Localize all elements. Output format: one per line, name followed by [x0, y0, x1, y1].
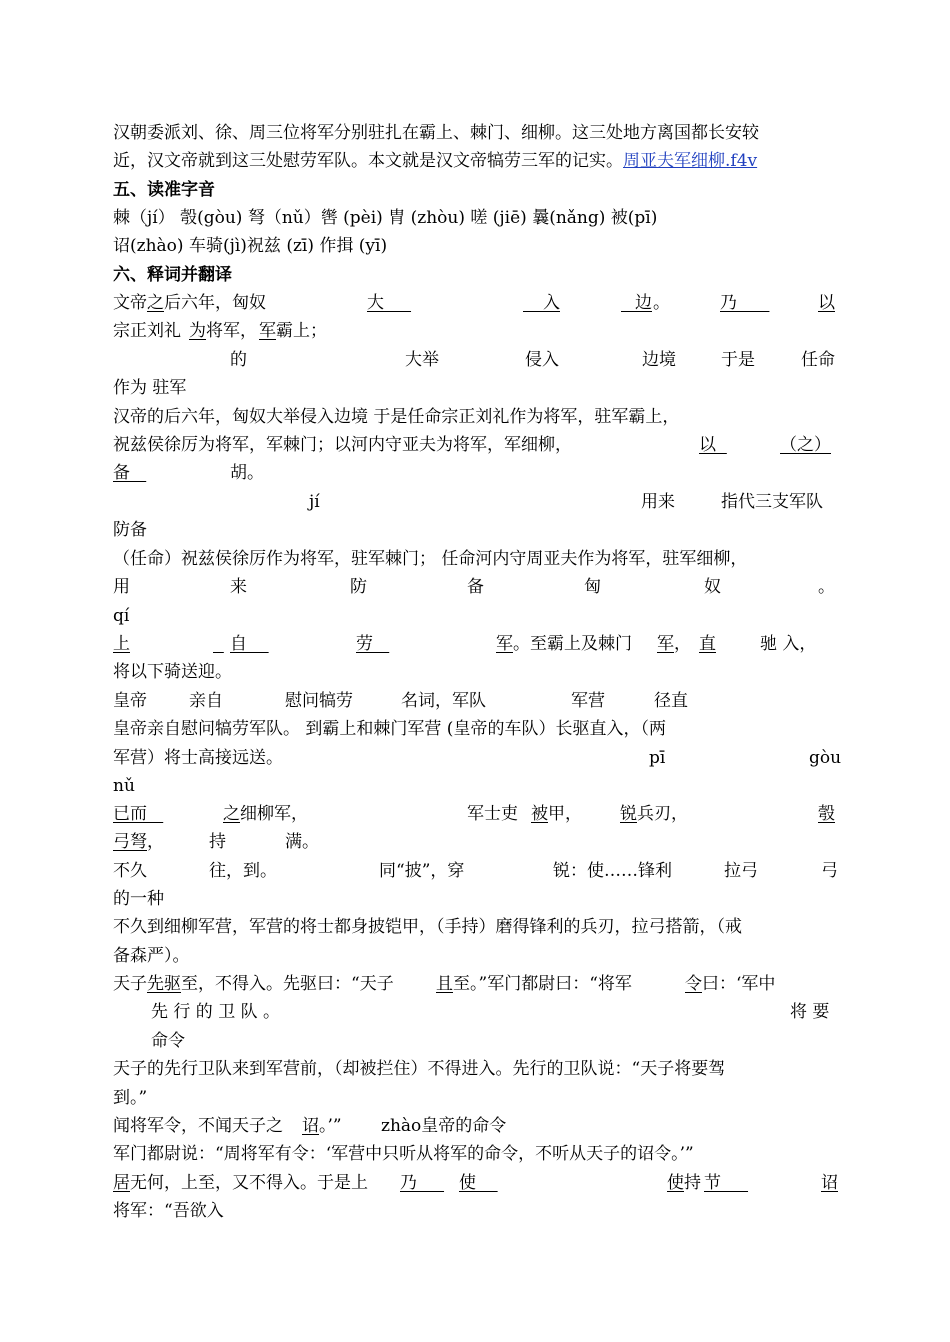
- phrase: 细柳军，: [240, 804, 308, 824]
- gloss: 任命: [801, 350, 835, 370]
- phrase: 祝兹侯徐厉为将军，军棘门；以河内守亚夫为将军，军细柳，: [113, 435, 572, 455]
- gloss: 不久: [113, 861, 147, 881]
- intro-line-1: 汉朝委派刘、徐、周三位将军分别驻扎在霸上、棘门、细柳。这三处地方离国都长安较: [113, 123, 759, 143]
- phrase: 。’”: [319, 1116, 342, 1136]
- phrase: 无何，上至，又不得入。于是上: [130, 1173, 368, 1193]
- phrase: 满。: [285, 832, 319, 852]
- gloss: 锐：使……锋利: [553, 861, 672, 881]
- phrase: 后六年，匈奴: [164, 293, 266, 313]
- keyword: 弓弩: [113, 832, 147, 852]
- keyword: 大: [367, 293, 384, 313]
- keyword: 以: [818, 293, 835, 313]
- phrase: 曰：‘军中: [702, 974, 776, 994]
- translation-6: 军门都尉说：“周将军有令：‘军营中只听从将军的命令，不听从天子的诏令。’”: [113, 1144, 694, 1164]
- phrase: 闻将军令，不闻天子之: [113, 1116, 283, 1136]
- gloss: 侵入: [525, 350, 559, 370]
- pronunciation-line-1: 棘（jí） 彀(gòu) 弩（nǔ）辔 (pèi) 胄 (zhòu) 嗟 (jiē) 曩(nǎng) 被(pī): [113, 208, 658, 228]
- phrase: 来: [230, 577, 247, 597]
- translation-2: （任命）祝兹侯徐厉作为将军，驻军棘门； 任命河内守周亚夫作为将军，驻军细柳，: [113, 549, 748, 569]
- pronunciation-line-2: 诏(zhào) 车骑(jì)祝兹 (zī) 作揖 (yī): [113, 236, 388, 256]
- keyword: 自: [230, 634, 247, 654]
- pinyin-pi: pī: [649, 748, 666, 768]
- keyword: （之）: [780, 435, 831, 455]
- pinyin-qi: qí: [113, 606, 130, 626]
- phrase: ，: [147, 832, 164, 852]
- phrase: 匈: [584, 577, 601, 597]
- keyword: 直: [699, 634, 716, 654]
- section-6-heading: 六、释词并翻译: [113, 265, 232, 285]
- keyword: 先驱: [147, 974, 181, 994]
- phrase: 天子: [113, 974, 147, 994]
- phrase: 。至霸上及棘门: [513, 634, 632, 654]
- keyword: 以: [699, 435, 716, 455]
- gloss: 径直: [654, 691, 688, 711]
- phrase: ，: [674, 634, 691, 654]
- keyword: 诏: [302, 1116, 319, 1136]
- keyword: 使: [459, 1173, 476, 1193]
- gloss: 军营: [571, 691, 605, 711]
- intro-line-2-text: 近，汉文帝就到这三处慰劳军队。本文就是汉文帝犒劳三军的记实。: [113, 151, 623, 171]
- gloss: 皇帝: [113, 691, 147, 711]
- gloss: 弓: [821, 861, 838, 881]
- gloss: 慰问犒劳: [285, 691, 353, 711]
- gloss: 同“披”，穿: [379, 861, 465, 881]
- keyword: 之: [223, 804, 240, 824]
- phrase: 持: [684, 1173, 701, 1193]
- keyword: 居: [113, 1173, 130, 1193]
- translation-5-cont: 到。”: [113, 1088, 148, 1108]
- phrase: 甲，: [548, 804, 582, 824]
- phrase: 军营）将士高接远送。: [113, 748, 283, 768]
- keyword: 军: [259, 321, 276, 341]
- gloss: 拉弓: [724, 861, 758, 881]
- gloss: 用来: [641, 492, 675, 512]
- classical-sentence-3-cont: 将以下骑送迎。: [113, 662, 232, 682]
- intro-line-2: [113, 149, 843, 173]
- translation-5: 天子的先行卫队来到军营前，（却被拦住）不得进入。先行的卫队说：“天子将要驾: [113, 1059, 726, 1079]
- keyword: 备: [113, 463, 130, 483]
- keyword: 乃: [720, 293, 737, 313]
- gloss-line-1-cont: 作为 驻军: [113, 378, 187, 398]
- phrase: 用: [113, 577, 130, 597]
- keyword: 劳: [356, 634, 373, 654]
- phrase: 将军，: [206, 321, 257, 341]
- phrase: 奴: [704, 577, 721, 597]
- keyword: 军: [496, 634, 513, 654]
- keyword: 被: [531, 804, 548, 824]
- keyword: 入: [543, 293, 560, 313]
- gloss: 名词，军队: [401, 691, 486, 711]
- gloss: jí: [309, 492, 320, 512]
- gloss: zhào皇帝的命令: [381, 1116, 507, 1136]
- phrase: 至。”军门都尉曰：“将军: [453, 974, 632, 994]
- keyword: 使: [667, 1173, 684, 1193]
- phrase: 文帝: [113, 293, 147, 313]
- gloss: 大举: [405, 350, 439, 370]
- phrase: 宗正刘礼: [113, 321, 181, 341]
- phrase: 持: [209, 832, 226, 852]
- gloss: 先 行 的 卫 队 。: [151, 1002, 281, 1022]
- phrase: 。: [653, 293, 670, 313]
- gloss-line-4-cont: 的一种: [113, 889, 164, 909]
- phrase: 兵刃，: [637, 804, 688, 824]
- keyword: 锐: [620, 804, 637, 824]
- translation-4-cont: 备森严）。: [113, 946, 190, 966]
- gloss: 将 要: [790, 1002, 830, 1022]
- phrase: 防: [350, 577, 367, 597]
- gloss: 边境: [642, 350, 676, 370]
- keyword: 之: [147, 293, 164, 313]
- phrase: 霸上；: [276, 321, 327, 341]
- gloss: 指代三支军队: [721, 492, 823, 512]
- phrase: 至，不得入。先驱曰：“天子: [181, 974, 394, 994]
- keyword: 边: [635, 293, 652, 313]
- gloss: 亲自: [189, 691, 223, 711]
- phrase: 胡。: [230, 463, 264, 483]
- section-5-heading: 五、读准字音: [113, 180, 215, 200]
- video-file-link[interactable]: 周亚夫军细柳.f4v: [623, 151, 758, 171]
- keyword: 诏: [821, 1173, 838, 1193]
- keyword: 令: [685, 974, 702, 994]
- gloss: 的: [230, 350, 247, 370]
- classical-sentence-7-cont: 将军：“吾欲入: [113, 1201, 224, 1221]
- phrase: 备: [467, 577, 484, 597]
- translation-1: 汉帝的后六年，匈奴大举侵入边境 于是任命宗正刘礼作为将军，驻军霸上，: [113, 407, 680, 427]
- translation-3: 皇帝亲自慰问犒劳军队。 到霸上和棘门军营 (皇帝的车队）长驱直入，（两: [113, 719, 666, 739]
- gloss-line-2-cont: 防备: [113, 520, 147, 540]
- gloss: 于是: [721, 350, 755, 370]
- phrase: 军士吏: [467, 804, 518, 824]
- pinyin-nu: nǔ: [113, 776, 135, 796]
- translation-4: 不久到细柳军营，军营的将士都身披铠甲，（手持）磨得锋利的兵刃，拉弓搭箭，（戒: [113, 917, 742, 937]
- keyword: 上: [113, 634, 130, 654]
- gloss: 往，到。: [209, 861, 277, 881]
- pinyin-gou: gòu: [809, 748, 842, 768]
- keyword: 军: [657, 634, 674, 654]
- phrase: 。: [818, 577, 835, 597]
- phrase: 驰 入，: [760, 634, 817, 654]
- keyword: 且: [436, 974, 453, 994]
- keyword: 已而: [113, 804, 147, 824]
- keyword: 乃: [400, 1173, 417, 1193]
- keyword: 节: [704, 1173, 721, 1193]
- keyword: 彀: [818, 804, 835, 824]
- gloss-line-5-cont: 命令: [151, 1031, 185, 1051]
- keyword: 为: [189, 321, 206, 341]
